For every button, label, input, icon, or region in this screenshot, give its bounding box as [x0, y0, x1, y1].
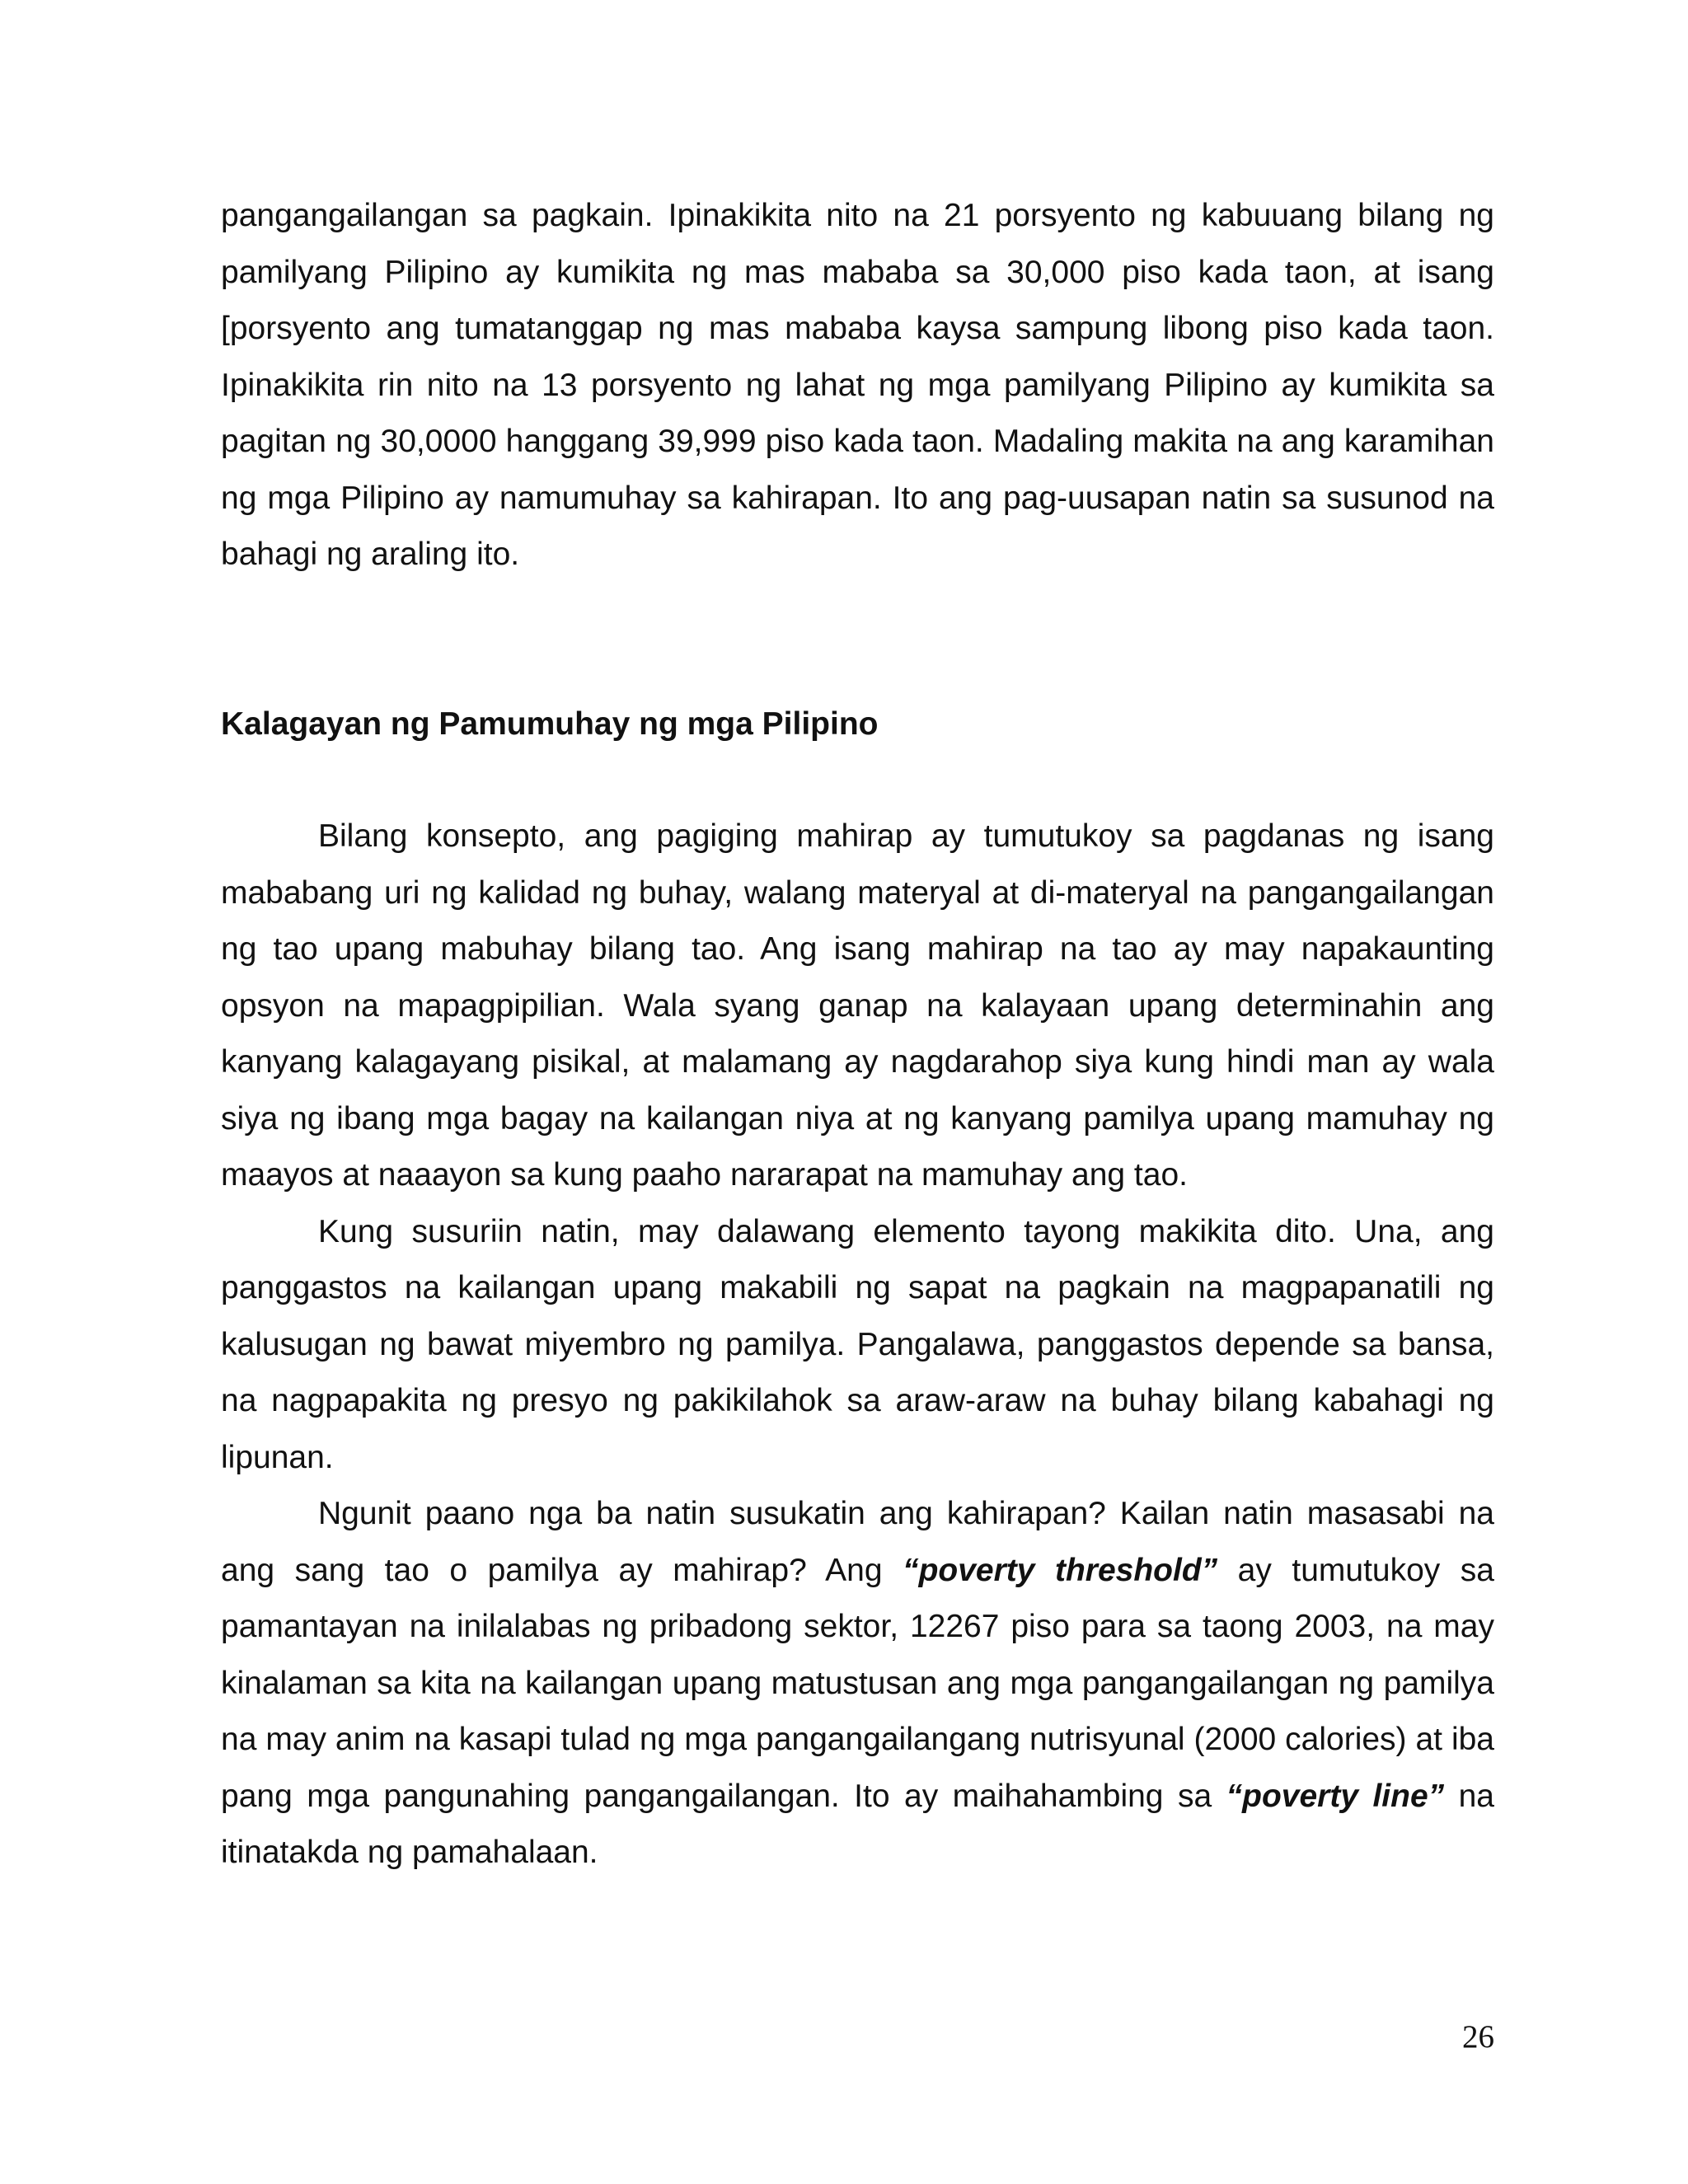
paragraph-text-segment: ay tumutukoy sa pamantayan na inilalabas ng pribadong sektor, 12267 piso para sa taong 2003, na may kinalaman sa kita na kailangan upang matustusan ang mga pangangailangan ng pamilya na may anim na kasapi tulad ng mga pangangailangang nutrisyunal (2000 calories) at iba pang mga pangunahing pangangailangan. Ito ay maihahambing sa — [221, 1552, 1494, 1814]
poverty-threshold-term: “poverty threshold” — [903, 1552, 1218, 1588]
page-number: 26 — [1462, 2019, 1494, 2055]
paragraph-food-needs-income: pangangailangan sa pagkain. Ipinakikita nito na 21 porsyento ng kabuuang bilang ng pamilyang Pilipino ay kumikita ng mas mababa sa 30,000 piso kada taon, at isang [porsyento ang tumatanggap ng mas mababa kaysa sampung libong piso kada taon. Ipinakikita rin nito na 13 porsyento ng lahat ng mga pamilyang Pilipino ay kumikita sa pagitan ng 30,0000 hanggang 39,999 piso kada taon. Madaling makita na ang karamihan ng mga Pilipino ay namumuhay sa kahirapan. Ito ang pag-uusapan natin sa susunod na bahagi ng araling ito. — [221, 198, 1494, 572]
paragraph-text-segment: Ngunit paano nga ba natin susukatin ang kahirapan? Kailan natin masasabi na ang sang tao o pamilya ay mahirap? Ang — [221, 1496, 1494, 1588]
document-body — [221, 188, 1494, 1882]
paragraph-text-segment: na itinatakda ng pamahalaan. — [221, 1778, 1495, 1870]
poverty-line-term: “poverty line” — [1226, 1778, 1445, 1814]
paragraph-poverty-threshold — [221, 1486, 1494, 1882]
paragraph-two-elements: Kung susuriin natin, may dalawang elemento tayong makikita dito. Una, ang panggastos na kailangan upang makabili ng sapat na pagkain na magpapanatili ng kalusugan ng bawat miyembro ng pamilya. Pangalawa, panggastos depende sa bansa, na nagpapakita ng presyo ng pakikilahok sa araw-araw na buhay bilang kabahagi ng lipunan. — [221, 1213, 1494, 1475]
paragraph-poverty-concept: Bilang konsepto, ang pagiging mahirap ay tumutukoy sa pagdanas ng isang mababang uri ng kalidad ng buhay, walang materyal at di-materyal na pangangailangan ng tao upang mabuhay bilang tao. Ang isang mahirap na tao ay may napakaunting opsyon na mapagpipilian. Wala syang ganap na kalayaan upang determinahin ang kanyang kalagayang pisikal, at malamang ay nagdarahop siya kung hindi man ay wala siya ng ibang mga bagay na kailangan niya at ng kanyang pamilya upang mamuhay ng maayos at naaayon sa kung paaho nararapat na mamuhay ang tao. — [221, 818, 1494, 1193]
section-heading: Kalagayan ng Pamumuhay ng mga Pilipino — [221, 705, 879, 742]
